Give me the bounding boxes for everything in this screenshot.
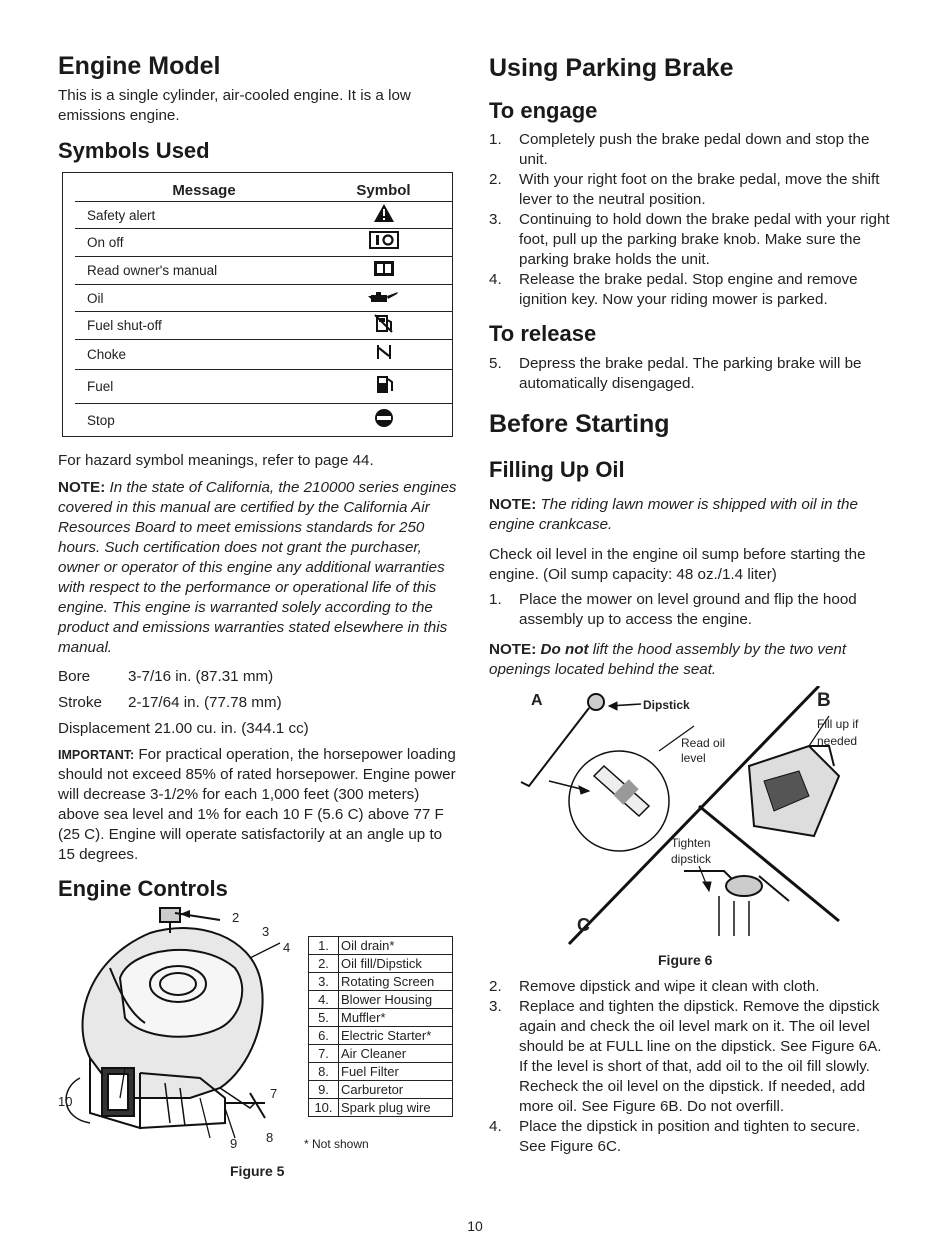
- fuel-pump-icon: [315, 373, 452, 400]
- release-title: To release: [489, 321, 597, 346]
- symbol-row: [75, 284, 452, 311]
- symbol-message: Oil: [87, 290, 104, 306]
- fig6-label-c: C: [577, 915, 590, 935]
- list-item-text: Depress the brake pedal. The parking brake will be automatically disengaged.: [519, 355, 862, 392]
- callout-2: 2: [232, 910, 240, 925]
- check-oil-text: Check oil level in the engine oil sump before starting the engine. (Oil sump capacity: 48 oz./1.4 liter): [489, 546, 866, 583]
- part-number: 6.: [309, 1027, 339, 1045]
- table-row: [309, 955, 453, 973]
- list-item-number: 4.: [489, 271, 502, 288]
- callout-7: 7: [270, 1086, 278, 1101]
- parking-title: Using Parking Brake: [489, 54, 734, 82]
- table-row: [309, 1081, 453, 1099]
- engine-controls-title: Engine Controls: [58, 876, 228, 901]
- header-symbol: Symbol: [356, 182, 411, 199]
- important-paragraph: [58, 745, 460, 865]
- filling-oil-title: Filling Up Oil: [489, 457, 625, 482]
- part-number: 4.: [309, 991, 339, 1009]
- on-off-icon: [315, 231, 452, 254]
- fig6-fill-up: Fill up if: [817, 717, 859, 731]
- table-row: [309, 1099, 453, 1117]
- part-number: 9.: [309, 1081, 339, 1099]
- note2: [489, 640, 891, 680]
- list-item-number: 3.: [489, 998, 502, 1015]
- figure5-caption: Figure 5: [230, 1163, 285, 1179]
- manual-icon: [315, 259, 452, 282]
- fig6-needed: needed: [817, 734, 858, 748]
- list-item-text: With your right foot on the brake pedal, move the shift lever to the neutral position.: [519, 171, 880, 208]
- list-item-text: Remove dipstick and wipe it clean with cloth.: [519, 978, 820, 995]
- part-name: Oil drain*: [339, 937, 453, 955]
- part-number: 10.: [309, 1099, 339, 1117]
- callout-3: 3: [262, 924, 270, 939]
- oil-can-icon: [315, 288, 452, 309]
- safety-alert-icon: [315, 203, 452, 228]
- engage-title: To engage: [489, 98, 598, 123]
- figure6-caption: Figure 6: [658, 952, 713, 968]
- table-row: [309, 1045, 453, 1063]
- choke-icon: [315, 343, 452, 366]
- symbol-message: Safety alert: [87, 207, 156, 223]
- note-paragraph: [58, 478, 460, 658]
- list-item: [489, 354, 891, 394]
- list-item-number: 5.: [489, 355, 502, 372]
- figure6-illustration: [509, 686, 869, 948]
- list-item: [489, 130, 891, 170]
- header-message: Message: [172, 182, 236, 199]
- important-label: IMPORTANT:: [58, 748, 135, 762]
- symbols-title: Symbols Used: [58, 138, 210, 163]
- symbol-row: [75, 228, 452, 256]
- parts-table: [308, 936, 453, 1117]
- note-label: NOTE:: [58, 479, 106, 496]
- engine-model-title: Engine Model: [58, 52, 221, 80]
- note-text: In the state of California, the 210000 series engines covered in this manual are certified by the California Air Resources Board to meet emissions standards for 250 hours. Such certification does not grant the purchaser, owner or operator of this engine any additional warranties with respect to the performance or operational life of this engine. This engine is warranted solely according to the product and emissions warranties stated elsewhere in this manual.: [58, 479, 457, 656]
- part-name: Spark plug wire: [339, 1099, 453, 1117]
- callout-9: 9: [230, 1136, 238, 1151]
- note2-text: lift the hood assembly by the two vent openings located behind the seat.: [489, 641, 847, 678]
- bore-value: 3-7/16 in. (87.31 mm): [128, 668, 274, 685]
- stroke-label: Stroke: [58, 694, 102, 711]
- part-name: Electric Starter*: [339, 1027, 453, 1045]
- part-number: 3.: [309, 973, 339, 991]
- list-item: [489, 170, 891, 210]
- engine-specs: [58, 667, 460, 739]
- symbol-message: Fuel: [87, 379, 114, 394]
- note1-text: The riding lawn mower is shipped with oil in the engine crankcase.: [489, 496, 858, 533]
- callout-10: 10: [58, 1094, 73, 1109]
- table-row: [309, 937, 453, 955]
- before-starting-title: Before Starting: [489, 410, 670, 438]
- displacement: Displacement 21.00 cu. in. (344.1 cc): [58, 720, 309, 737]
- list-item-text: Continuing to hold down the brake pedal with your right foot, pull up the parking brake knob. Make sure the parking brake holds the unit.: [519, 211, 890, 268]
- list-item-text: Place the dipstick in position and tighten to secure. See Figure 6C.: [519, 1118, 861, 1155]
- callout-4: 4: [283, 940, 291, 955]
- engine-model-text: This is a single cylinder, air-cooled engine. It is a low emissions engine.: [58, 87, 411, 124]
- symbol-message: Read owner's manual: [87, 263, 218, 278]
- list-item: [489, 1117, 891, 1157]
- list-item-number: 2.: [489, 171, 502, 188]
- part-name: Rotating Screen: [339, 973, 453, 991]
- list-item-text: Release the brake pedal. Stop engine and remove ignition key. Now your riding mower is parked.: [519, 271, 858, 308]
- part-number: 7.: [309, 1045, 339, 1063]
- symbols-table-header: [63, 173, 452, 201]
- symbol-row: [75, 201, 452, 228]
- fig6-label-a: A: [531, 692, 543, 709]
- callout-8: 8: [266, 1130, 274, 1145]
- part-number: 8.: [309, 1063, 339, 1081]
- release-steps: [489, 354, 891, 394]
- note1: [489, 495, 891, 535]
- fig6-read-oil: Read oil: [681, 736, 726, 750]
- stroke-value: 2-17/64 in. (77.78 mm): [128, 694, 282, 711]
- symbol-row: [75, 369, 452, 403]
- step1-list: [489, 590, 891, 630]
- table-row: [309, 1063, 453, 1081]
- symbols-table: [62, 172, 453, 437]
- list-item: [489, 210, 891, 270]
- hazard-text: For hazard symbol meanings, refer to page 44.: [58, 452, 374, 469]
- important-text: For practical operation, the horsepower loading should not exceed 85% of rated horsepower. Engine power will decrease 3-1/2% for each 1,000 feet (300 meters) above sea level and 1% for each 10 F (5.6 C) above 77 F (25 C). Engine will operate satisfactorily at an angle up to 15 degrees.: [58, 746, 456, 863]
- list-item-text: Replace and tighten the dipstick. Remove the dipstick again and check the oil level mark on it. The oil level should be at FULL line on the dipstick. See Figure 6A. If the level is short of that, add oil to the oil fill slowly. Recheck the oil level on the dipstick. If needed, add more oil. See Figure 6B. Do not overfill.: [519, 998, 882, 1115]
- note2-label: NOTE:: [489, 641, 537, 658]
- list-item-number: 3.: [489, 211, 502, 228]
- fuel-shutoff-icon: [315, 313, 452, 338]
- table-row: [309, 991, 453, 1009]
- not-shown-note: * Not shown: [304, 1137, 369, 1151]
- list-item: [489, 997, 891, 1117]
- table-row: [309, 1009, 453, 1027]
- fig6-dipstick: Dipstick: [643, 698, 690, 712]
- part-name: Oil fill/Dipstick: [339, 955, 453, 973]
- list-item-number: 4.: [489, 1118, 502, 1135]
- engage-steps: [489, 130, 891, 310]
- part-name: Blower Housing: [339, 991, 453, 1009]
- part-name: Carburetor: [339, 1081, 453, 1099]
- symbol-row: [75, 311, 452, 339]
- symbol-message: Choke: [87, 347, 127, 362]
- note1-label: NOTE:: [489, 496, 537, 513]
- part-number: 5.: [309, 1009, 339, 1027]
- list-item: [489, 977, 891, 997]
- page-number: 10: [467, 1218, 483, 1234]
- after-steps: [489, 977, 891, 1157]
- symbol-row: [75, 403, 452, 436]
- engine-illustration: [50, 898, 295, 1158]
- list-item: [489, 270, 891, 310]
- symbol-row: [75, 339, 452, 369]
- list-item-number: 1.: [489, 131, 502, 148]
- fig6-tighten: Tighten: [671, 836, 711, 850]
- part-name: Muffler*: [339, 1009, 453, 1027]
- bore-row: [58, 667, 460, 693]
- table-row: [309, 1027, 453, 1045]
- part-number: 2.: [309, 955, 339, 973]
- fig6-level: level: [681, 751, 706, 765]
- stroke-row: [58, 693, 460, 719]
- note2-bold: Do not: [540, 641, 589, 658]
- part-name: Fuel Filter: [339, 1063, 453, 1081]
- fig6-label-b: B: [817, 690, 831, 711]
- bore-label: Bore: [58, 668, 91, 685]
- symbol-message: On off: [87, 235, 124, 250]
- symbol-message: Fuel shut-off: [87, 318, 162, 333]
- part-number: 1.: [309, 937, 339, 955]
- fig6-dipstick2: dipstick: [671, 852, 712, 866]
- list-item: 1. Place the mower on level ground and flip the hood assembly up to access the engine.: [489, 591, 857, 628]
- part-name: Air Cleaner: [339, 1045, 453, 1063]
- table-row: [309, 973, 453, 991]
- symbol-row: [75, 256, 452, 284]
- list-item-text: Completely push the brake pedal down and stop the unit.: [519, 131, 870, 168]
- symbol-message: Stop: [87, 412, 115, 428]
- list-item-number: 2.: [489, 978, 502, 995]
- stop-icon: [315, 408, 452, 433]
